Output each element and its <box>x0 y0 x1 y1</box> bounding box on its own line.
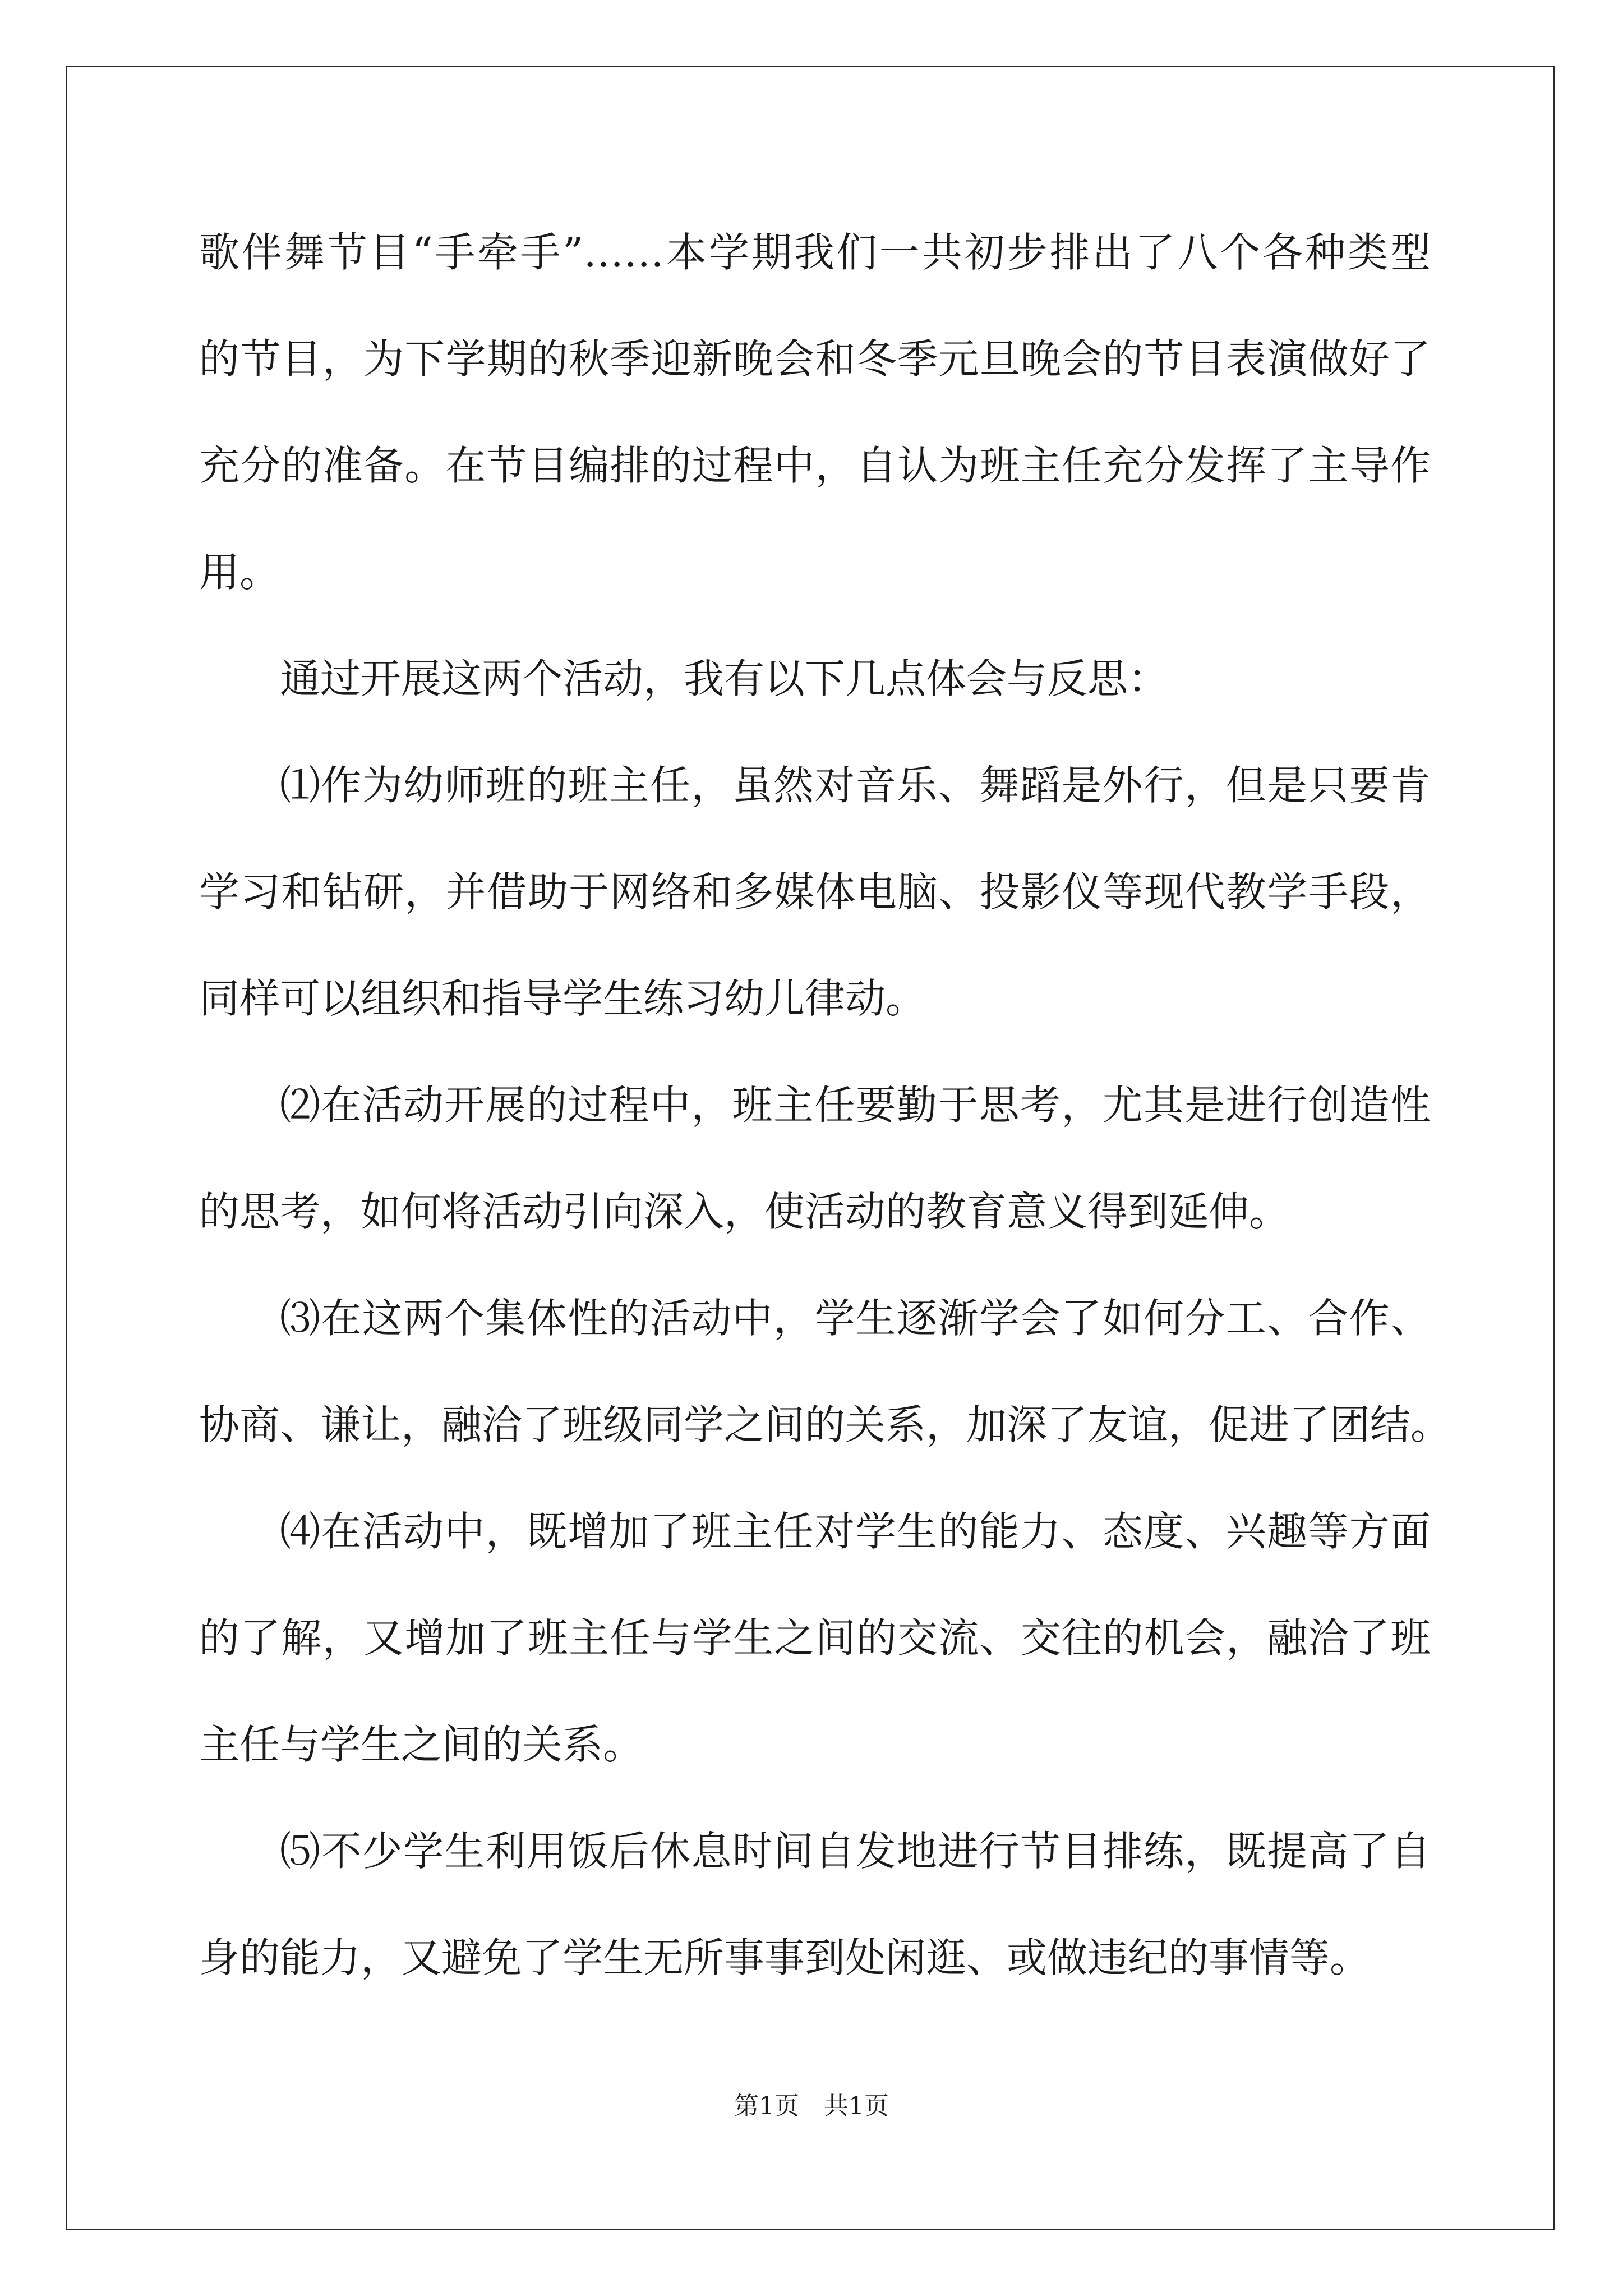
paragraph <box>199 1265 1451 1478</box>
paragraph <box>199 732 1431 1052</box>
text-line: ⑶在这两个集体性的活动中，学生逐渐学会了如何分工、合作、 <box>280 1295 1431 1342</box>
text-line: 用。 <box>199 549 280 596</box>
paragraph <box>199 1052 1431 1265</box>
text-line: ⑸不少学生利用饭后休息时间自发地进行节目排练，既提高了自 <box>280 1828 1431 1875</box>
page-number: 第1页 <box>734 2092 799 2120</box>
paragraph <box>199 1478 1431 1798</box>
text-line: 同样可以组织和指导学生练习幼儿律动。 <box>199 975 926 1022</box>
text-line: 的节目，为下学期的秋季迎新晚会和冬季元旦晚会的节目表演做好了 <box>199 335 1431 383</box>
text-line: 充分的准备。在节目编排的过程中，自认为班主任充分发挥了主导作 <box>199 442 1431 489</box>
text-line: 身的能力，又避免了学生无所事事到处闲逛、或做违纪的事情等。 <box>199 1934 1371 1981</box>
document-body <box>199 199 1451 2011</box>
text-line: 协商、谦让，融洽了班级同学之间的关系，加深了友谊，促进了团结。 <box>199 1401 1451 1448</box>
text-line: 的了解，又增加了班主任与学生之间的交流、交往的机会，融洽了班 <box>199 1614 1431 1662</box>
text-line: 歌伴舞节目“手牵手”……本学期我们一共初步排出了八个各种类型 <box>199 229 1431 276</box>
page-total: 共1页 <box>824 2092 889 2120</box>
text-line: ⑴作为幼师班的班主任，虽然对音乐、舞蹈是外行，但是只要肯 <box>280 762 1431 809</box>
text-line: 主任与学生之间的关系。 <box>199 1721 644 1768</box>
page-footer <box>0 2090 1623 2123</box>
text-line: 通过开展这两个活动，我有以下几点体会与反思： <box>280 655 1169 702</box>
text-line: 的思考，如何将活动引向深入，使活动的教育意义得到延伸。 <box>199 1188 1290 1235</box>
text-line: 学习和钻研，并借助于网络和多媒体电脑、投影仪等现代教学手段， <box>199 868 1431 915</box>
paragraph <box>199 1798 1431 2011</box>
text-line: ⑷在活动中，既增加了班主任对学生的能力、态度、兴趣等方面 <box>280 1508 1431 1555</box>
paragraph <box>199 199 1431 625</box>
paragraph <box>199 625 1431 732</box>
text-line: ⑵在活动开展的过程中，班主任要勤于思考，尤其是进行创造性 <box>280 1082 1431 1129</box>
